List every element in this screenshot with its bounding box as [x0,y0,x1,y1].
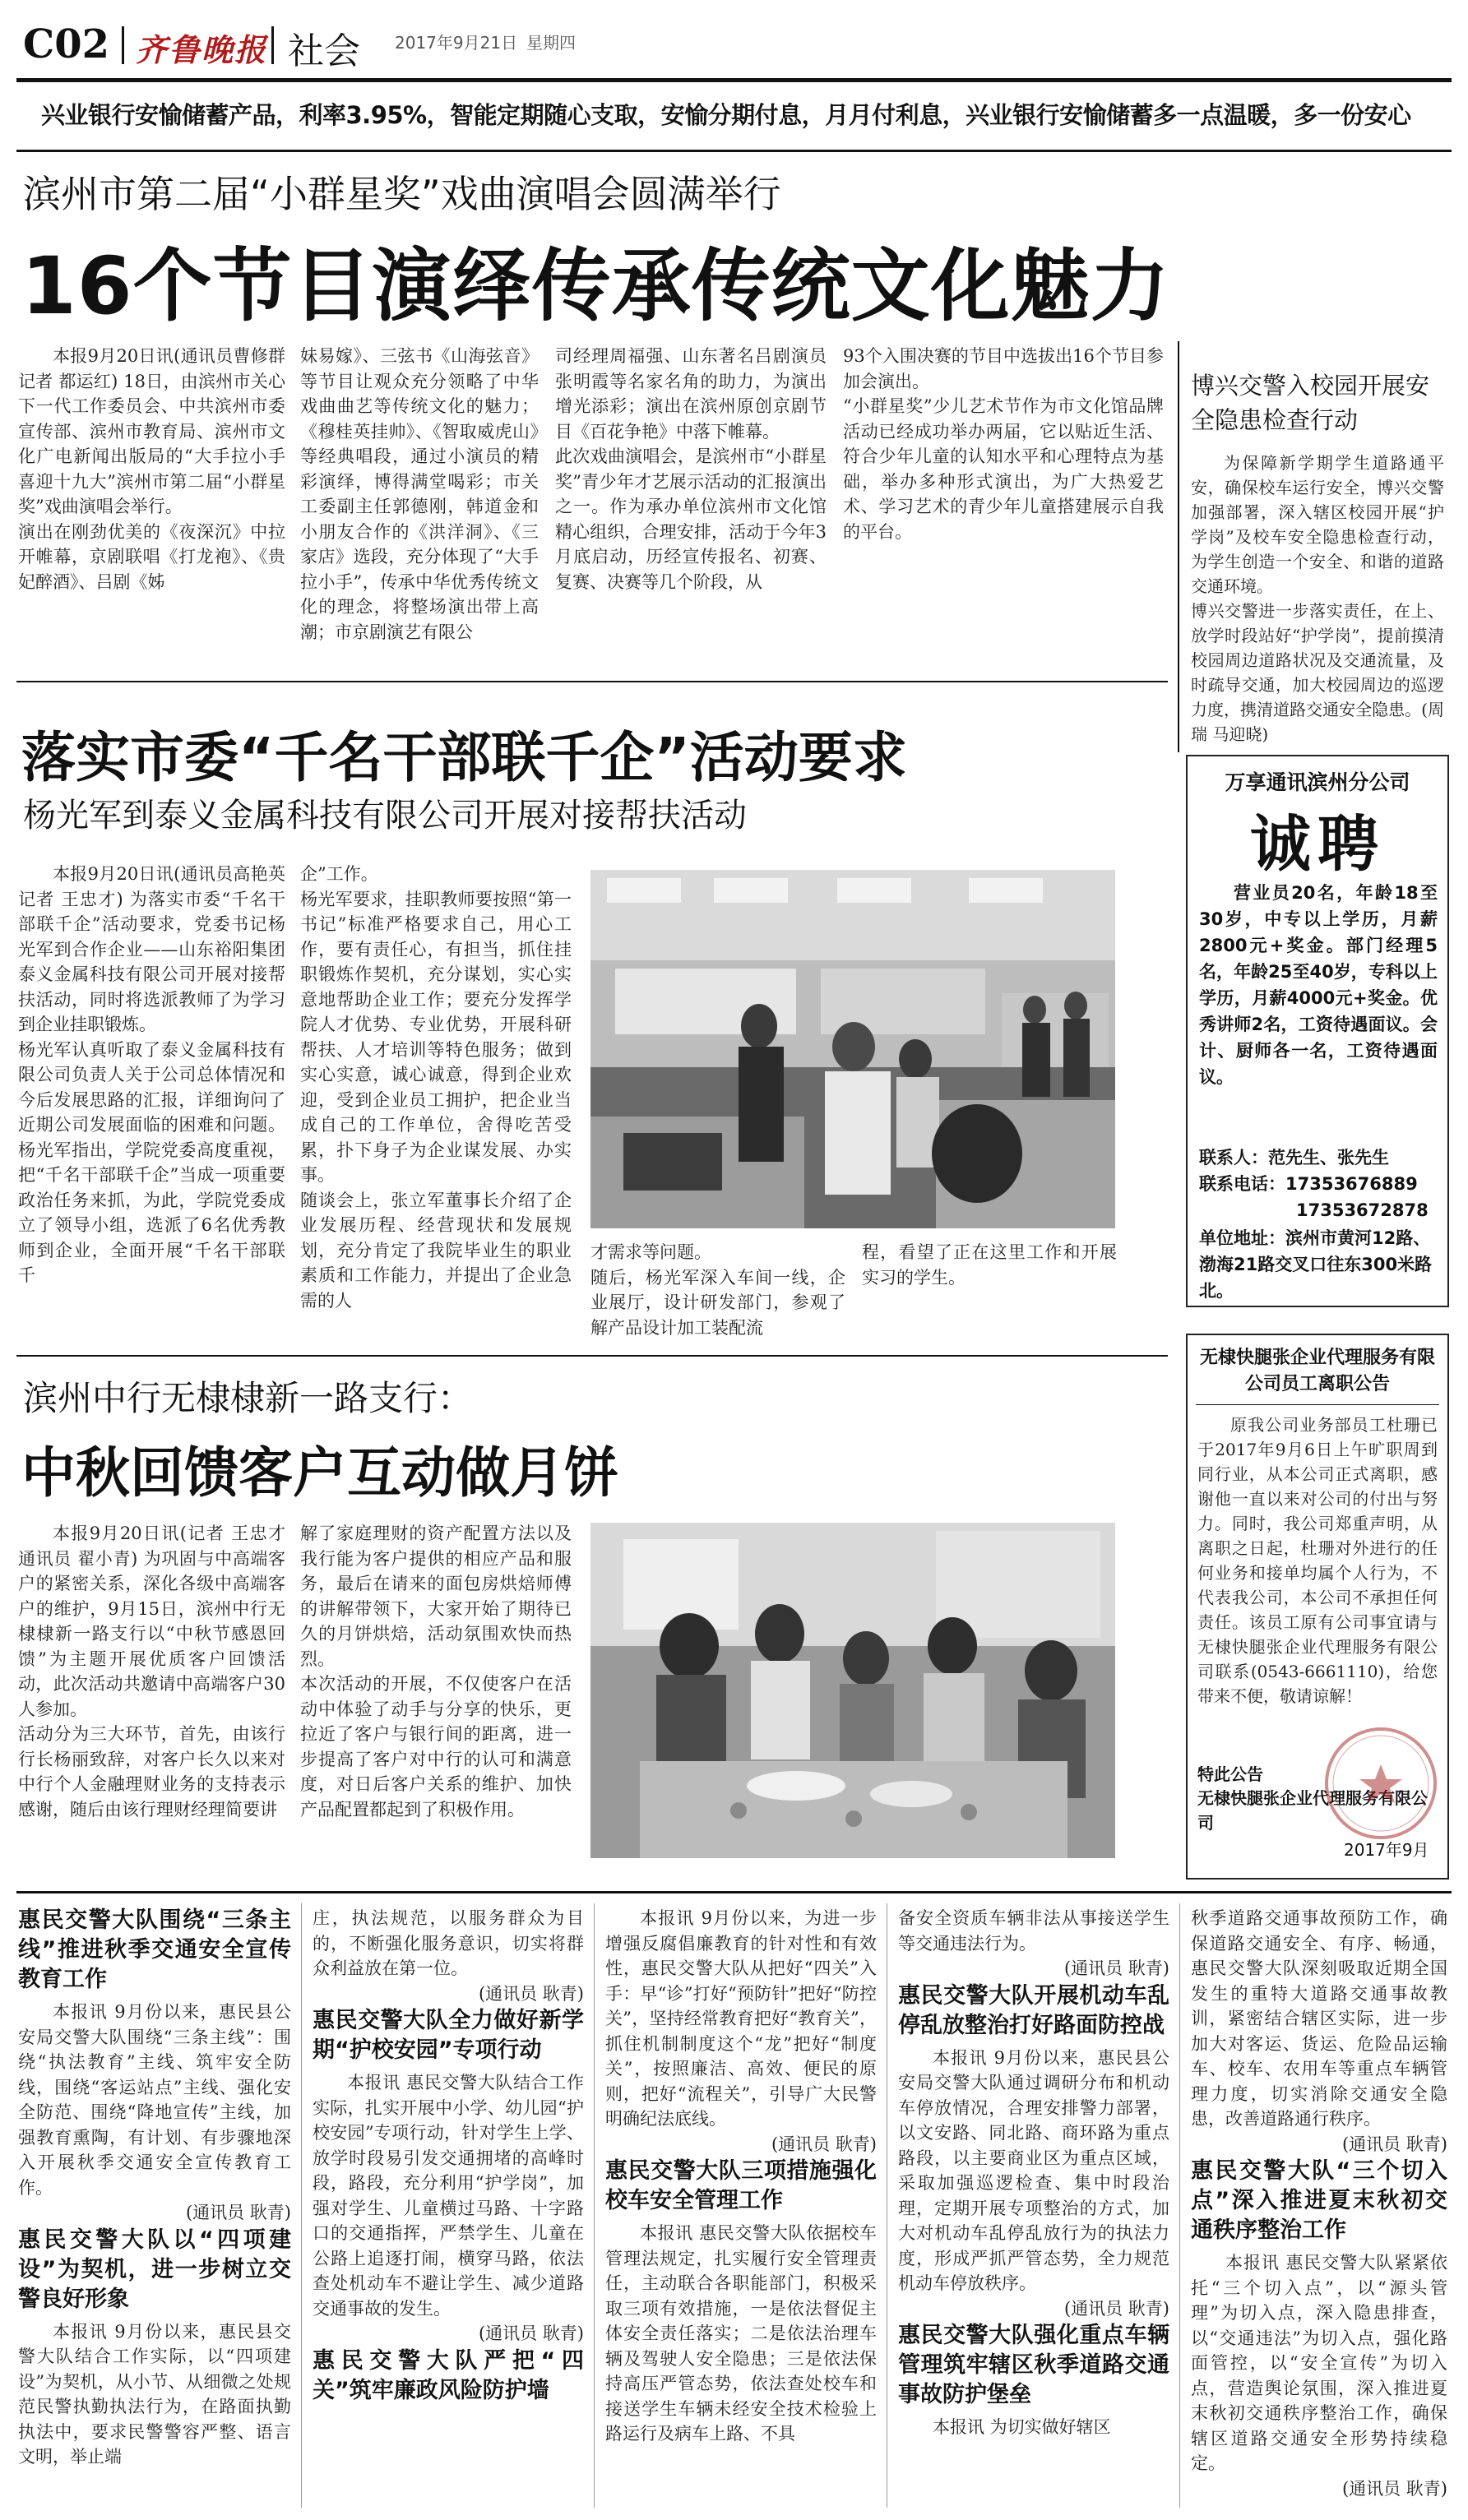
recruit-contact: 联系人：范先生、张先生 [1199,1148,1389,1168]
office-photo-illustration [590,870,1115,1228]
section-name: 社会 [288,30,360,72]
brief-credit: (通讯员 耿青) [478,2323,584,2343]
story2-caption-left [590,1240,845,1339]
story1-col-3 [555,344,827,666]
briefs-col-1 [18,1906,291,2506]
recruit-phone: 联系电话：17353676889 [1199,1174,1418,1194]
ad-banner: 兴业银行安愉储蓄产品，利率3.95%，智能定期随心支取，安愉分期付息，月月付利息，兴业银行安愉储蓄多一点温暖，多一份安心 [41,101,1411,129]
brief-credit: (通讯员 耿青) [771,2134,877,2154]
story3-col-1-text: 本报9月20日讯(记者 王忠才 通讯员 翟小青) 为巩固与中高端客户的紧密关系，深化各级中高端客户的维护，9月15日，滨州中行无棣棣新一路支行以“中秋节感恩回馈”为主题开展优质客户回馈活动，此次活动共邀请中高端客户30人参加。 活动分为三大环节，首先，由该行行长杨丽致辞，对客户长久以来对中行个人金融理财业务的支持表示感谢，随后由该行理财经理简要讲 [18,1524,285,1819]
brief-body: 本报讯 惠民交警大队紧紧依托“三个切入点”，以“源头管理”为切入点，深入隐患排查，以“交通违法”为切入点，强化路面管控，以“安全宣传”为切入点，营造舆论氛围，深入推进夏末秋初交通秩序整治工作，确保辖区道路交通安全形势持续稳定。 [1191,2253,1447,2473]
brief-body: 本报讯 惠民交警大队结合工作实际，扎实开展中小学、幼儿园“护校安园”专项行动，针对学生上学、放学时段易引发交通拥堵的高峰时段，路段，充分利用“护学岗”，加强对学生、儿童横过马路、十字路口的交通指挥，严禁学生、儿童在公路上追逐打闹，横穿马路，依法查处机动车不避让学生、减少道路交通事故的发生。 [313,2073,584,2319]
company-seal-stamp [1319,1722,1443,1845]
brief-credit: (通讯员 耿青) [478,1983,584,2004]
story2-caption-left-text: 才需求等问题。 随后，杨光军深入车间一线，企业展厅，设计研发部门，参观了解产品设计加工装配流 [590,1242,845,1338]
story3-col-2-text: 解了家庭理财的资产配置方法以及我行能为客户提供的相应产品和服务，最后在请来的面包房烘焙师傅的讲解带领下，大家开始了期待已久的月饼烘焙，活动氛围欢快而热烈。 本次活动的开展，不仅使客户在活动中体验了动手与分享的快乐，更拉近了客户与银行间的距离，进一步提高了客户对中行的认可和满意度，对日后客户关系的维护、加快产品配置都起到了积极作用。 [300,1524,572,1819]
notice-title-rule [1196,1404,1439,1405]
notice-body: 原我公司业务部员工杜珊已于2017年9月6日上午旷职周到同行业，从本公司正式离职，感谢他一直以来对公司的付出与努力。同时，我公司郑重声明，从离职之日起，杜珊对外进行的任何业务和接单均属个人行为，不代表我公司，本公司不承担任何责任。该员工原有公司事宜请与无棣快腿张企业代理服务有限公司联系(0543-6661110)，给您带来不便，敬请谅解！ [1197,1415,1438,1706]
brief-title: 惠民交警大队开展机动车乱停乱放整治打好路面防控战 [898,1982,1169,2038]
briefs-vrule [594,1903,595,2508]
sidebar-vrule [1178,341,1179,752]
brief-credit: (通讯员 耿青) [1063,1958,1169,1978]
briefs-col-4 [898,1906,1169,2506]
recruit-heading: 诚聘 [1250,809,1385,880]
recruit-phone2: 17353672878 [1296,1200,1429,1220]
banner-rule [16,150,1452,152]
story1-col-4 [843,344,1164,623]
story1-col-1-text: 本报9月20日讯(通讯员曹修群 记者 都运红) 18日，由滨州市关心下一代工作委员会、中共滨州市委宣传部、滨州市教育局、滨州市文化广电新闻出版局的“大手拉小手 喜迎十九大”滨州市第二届“小群星奖”戏曲演唱会举行。 演出在刚劲优美的《夜深沉》中拉开帷幕，京剧联唱《打龙袍》、《贵妃醉酒》、吕剧《姊 [18,346,285,592]
brief-body: 本报讯 9月份以来，为进一步增强反腐倡廉教育的针对性和有效性，惠民交警大队从把好“四关”入手：早“诊”打好“预防针”把好“防控关”，坚持经常教育把好“教育关”，抓住机制制度这个“龙”把好“制度关”，按照廉洁、高效、便民的原则，把好“流程关”，引导广大民警明确纪法底线。 [605,1908,877,2129]
story2-col-1-text: 本报9月20日讯(通讯员高艳英 记者 王忠才) 为落实市委“千名干部联千企”活动要求，党委书记杨光军到合作企业——山东裕阳集团泰义金属科技有限公司开展对接帮扶活动，同时将选派教师了为学习到企业挂职锻炼。 杨光军认真听取了泰义金属科技有限公司负责人关于公司总体情况和今后发展思路的汇报，详细询问了近期公司发展面临的困难和问题。杨光军指出，学院党委高度重视，把“千名干部联千企”当成一项重要政治任务来抓，为此，学院党委成立了领导小组，选派了6名优秀教师到企业，全面开展“千名干部联千 [18,864,285,1285]
story1-col-2 [300,344,539,666]
story2-col-2-text: 企”工作。 杨光军要求，挂职教师要按照“第一书记”标准严格要求自己，用心工作，要有责任心，有担当，抓住挂职锻炼作契机，充分谋划，实心实意地帮助企业工作；要充分发挥学院人才优势、专业优势，开展科研帮扶、人才培训等特色服务；做到实心实意，诚心诚意，得到企业欢迎，受到企业员工拥护，把企业当成自己的工作单位，舍得吃苦受累，扑下身子为企业谋发展、办实事。 随谈会上，张立军董事长介绍了企业发展历程、经营现状和发展规划，充分肯定了我院毕业生的职业素质和工作能力，并提出了企业急需的人 [300,864,572,1311]
brief-body: 秋季道路交通事故预防工作，确保道路交通安全、有序、畅通，惠民交警大队深刻吸取近期全国发生的重特大道路交通事故教训，紧密结合辖区实际，进一步加大对客运、货运、危险品运输车、校车、农用车等重点车辆管理力度，切实消除交通安全隐患，改善道路通行秩序。 [1191,1908,1447,2129]
story2-headline: 落实市委“千名干部联千企”活动要求 [21,726,907,789]
brief-credit: (通讯员 耿青) [185,2203,291,2222]
story2-col-1 [18,862,285,1339]
notice-sign-label: 特此公告 [1197,1764,1263,1784]
brief-body: 备安全资质车辆非法从事接送学生等交通违法行为。 [898,1908,1169,1954]
brief-title: 惠民交警大队强化重点车辆管理筑牢辖区秋季道路交通事故防护堡垒 [898,2323,1169,2407]
notice-company: 无棣快腿张企业代理服务有限公司 [1197,1788,1428,1833]
briefs-vrule [1179,1903,1180,2508]
story1-col-2-text: 妹易嫁》、三弦书《山海弦音》等节目让观众充分领略了中华戏曲曲艺等传统文化的魅力；《穆桂英挂帅》、《智取威虎山》等经典唱段，通过小演员的精彩演绎，博得满堂喝彩；市关工委副主任郭德刚，韩道金和小朋友合作的《洪洋洞》、《三家店》选段，充分体现了“大手拉小手”，传承中华优秀传统文化的理念，将整场演出带上高潮；市京剧演艺有限公 [300,346,539,642]
story1-col-4-text: 93个入围决赛的节目中选拔出16个节目参加会演出。 “小群星奖”少儿艺术节作为市文化馆品牌活动已经成功举办两届，它以贴近生活、符合少年儿童的认知水平和心理特点为基础，举办多种形式演出，为广大热爱艺术、学习艺术的青少年儿童搭建展示自我的平台。 [843,346,1164,542]
story3-col-2 [300,1521,572,1883]
story1-col-1 [18,344,285,666]
brief-title: 惠民交警大队三项措施强化校车安全管理工作 [605,2158,877,2213]
story1-col-3-text: 司经理周福强、山东著名吕剧演员张明霞等名家名角的助力，为演出增光添彩；演出在滨州原创京剧节目《百花争艳》中落下帷幕。 此次戏曲演唱会，是滨州市“小群星奖”青少年才艺展示活动的汇报演出之一。作为承办单位滨州市文化馆精心组织，合理安排，活动于今年3月底启动，历经宣传报名、初赛、复赛、决赛等几个阶段，从 [555,346,827,592]
briefs-vrule [301,1903,302,2508]
issue-date: 2017年9月21日 [395,33,518,53]
notice-date: 2017年9月 [1344,1840,1429,1860]
recruit-ad [1186,755,1449,1307]
brief-body: 本报讯 9月份以来，惠民县交警大队结合工作实际，以“四项建设”为契机，从小节、从细微之处规范民警执勤执法行为，在路面执勤执法中，要求民警警容严整、语言文明，举止端 [18,2321,291,2467]
briefs-col-5 [1191,1906,1447,2506]
story3-photo [590,1523,1115,1858]
paper-name: 齐鲁晚报 [136,31,268,68]
masthead-divider [271,26,274,64]
issue-weekday: 星期四 [526,33,576,53]
story2-col-2 [300,862,572,1339]
masthead [0,0,1468,78]
story2-photo [590,870,1115,1228]
sidebar1-body [1191,451,1444,747]
story2-rule [16,1355,1168,1357]
brief-title: 惠民交警大队“三个切入点”深入推进夏末秋初交通秩序整治工作 [1191,2158,1447,2243]
brief-body: 庄，执法规范，以服务群众为目的，不断强化服务意识，切实将群众利益放在第一位。 [313,1908,584,1978]
brief-title: 惠民交警大队全力做好新学期“护校安园”专项行动 [313,2008,584,2063]
recruit-address: 单位地址：滨州市黄河12路、渤海21路交叉口往东300米路北。 [1199,1228,1433,1301]
brief-body: 本报讯 9月份以来，惠民县公安局交警大队围绕“三条主线”：围绕“执法教育”主线、筑牢安全防线，围绕“客运站点”主线、强化安全防范、围绕“降地宣传”主线，加强教育熏陶，有计划、有步骤地深入开展秋季交通安全宣传教育工作。 [18,2002,291,2198]
brief-title: 惠民交警大队以“四项建设”为契机，进一步树立交警良好形象 [18,2226,291,2312]
story1-kicker: 滨州市第二届“小群星奖”戏曲演唱会圆满举行 [23,172,781,216]
story3-rule [16,1891,1452,1893]
story3-headline: 中秋回馈客户互动做月饼 [21,1441,618,1505]
brief-body: 本报讯 9月份以来，惠民县公安局交警大队通过调研分布和机动车停放情况，合理安排警力部署，以文安路、同北路、商环路为重点路段，以主要商业区为重点区域，采取加强巡逻检查、集中时段治理，定期开展专项整治的方式，加大对机动车乱停乱放行为的执法力度，形成严抓严管态势，全力规范机动车停放秩序。 [898,2047,1169,2293]
page-number: C02 [23,21,109,67]
brief-credit: (通讯员 耿青) [1341,2478,1447,2499]
briefs-col-2 [313,1906,584,2506]
sidebar1-title: 博兴交警入校园开展安全隐患检查行动 [1191,372,1430,434]
resignation-notice [1186,1334,1449,1880]
brief-body: 本报讯 为切实做好辖区 [933,2417,1111,2437]
brief-credit: (通讯员 耿青) [1341,2134,1447,2154]
brief-title: 惠民交警大队严把“四关”筑牢廉政风险防护墙 [313,2347,584,2403]
story3-col-1 [18,1521,285,1883]
brief-title: 惠民交警大队围绕“三条主线”推进秋季交通安全宣传教育工作 [18,1907,291,1992]
story2-caption-right [862,1240,1117,1339]
mooncake-photo-illustration [590,1523,1115,1858]
brief-body: 本报讯 惠民交警大队依据校车管理法规定，扎实履行安全管理责任，主动联合各职能部门，积极采取三项有效措施，一是依法督促主体安全责任落实；二是依法治理车辆及驾驶人安全隐患；三是依法保持高压严管态势，依法查处校车和接送学生车辆未经安全技术检验上路运行及病车上路、不具 [605,2223,877,2444]
story2-caption-right-text: 程，看望了正在这里工作和开展实习的学生。 [862,1242,1117,1288]
briefs-col-3 [605,1906,877,2506]
sidebar1-text: 为保障新学期学生道路通平安，确保校车运行安全，博兴交警加强部署，深入辖区校园开展“护学岗”及校车安全隐患检查行动，为学生创造一个安全、和谐的道路交通环境。 博兴交警进一步落实责任，在上、放学时段站好“护学岗”，提前摸清校园周边道路状况及交通流量，及时疏导交通，加大校园周边的巡逻力度，携清道路交通安全隐患。(周瑞 马迎晓) [1191,453,1444,744]
story3-kicker: 滨州中行无棣棣新一路支行： [23,1378,473,1418]
story2-subhead: 杨光军到泰义金属科技有限公司开展对接帮扶活动 [23,797,747,835]
recruit-body: 营业员20名，年龄18至30岁，中专以上学历，月薪2800元+奖金。部门经理5名，年龄25至40岁，专科以上学历，月薪4000元+奖金。优秀讲师2名，工资待遇面议。会计、厨师各一名，工资待遇面议。 [1199,883,1438,1087]
masthead-divider [122,26,124,64]
story1-rule [16,681,1168,682]
brief-credit: (通讯员 耿青) [1063,2298,1169,2319]
notice-title: 无棣快腿张企业代理服务有限公司员工离职公告 [1199,1348,1435,1394]
masthead-rule [16,78,1452,82]
recruit-company: 万享通讯滨州分公司 [1225,770,1410,794]
story1-headline: 16个节目演绎传承传统文化魅力 [21,240,1170,332]
